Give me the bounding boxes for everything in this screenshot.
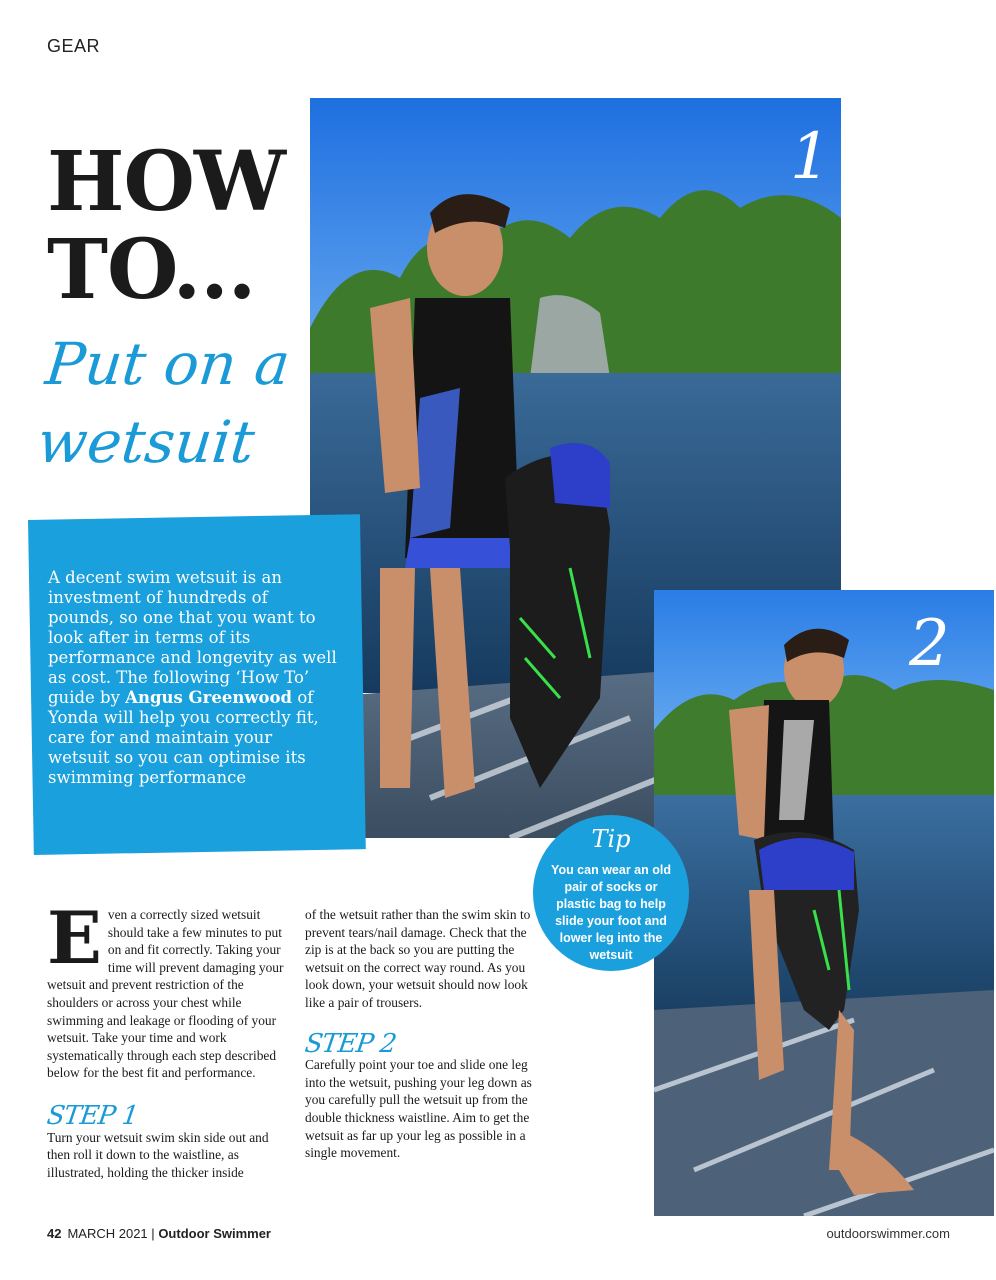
subheadline-line-2: wetsuit (34, 408, 258, 476)
step-2-heading: STEP 2 (303, 1028, 398, 1059)
footer-folio (47, 1226, 271, 1241)
step-1-text-continued: of the wetsuit rather than the swim skin to prevent tears/nail damage. Check that the zip is at the back so you are putting the wetsuit on the correct way round. As you look down, your wetsuit should now look like a pair of trousers. (305, 907, 531, 1010)
body-column-1 (45, 895, 285, 1181)
photo-1-number: 1 (790, 120, 831, 194)
step-1-heading: STEP 1 (45, 1100, 140, 1131)
footer-separator: | (151, 1226, 155, 1241)
body-column-2 (305, 906, 540, 1162)
photo-2-number: 2 (909, 607, 950, 681)
step-2-text: Carefully point your toe and slide one leg into the wetsuit, pushing your leg down as you carefully pull the wetsuit up from the double thickness waistline. Aim to get the wetsuit as far up your leg as possible in a single movement. (305, 1057, 532, 1161)
issue-date: MARCH 2021 (67, 1226, 148, 1241)
page-number: 42 (47, 1226, 62, 1241)
section-label: GEAR (47, 36, 101, 56)
intro-text-start: A decent swim wetsuit is an investment of hundreds of pounds, so one that you want to look after in terms of its performance and longevity as well as cost. The following ‘How To’ guide by (48, 568, 337, 707)
step-1-text: Turn your wetsuit swim skin side out and then roll it down to the waistline, as illustrated, holding the thicker inside (47, 1129, 269, 1180)
drop-cap: E (47, 895, 102, 980)
photo-step-2 (654, 590, 994, 1216)
intro-paragraph (48, 568, 338, 788)
headline-line-1: HOW (47, 134, 285, 230)
publication-name: Outdoor Swimmer (158, 1226, 271, 1241)
website-url: outdoorswimmer.com (826, 1226, 950, 1241)
photo-2-illustration (654, 590, 994, 1216)
subheadline (34, 325, 320, 481)
tip-title: Tip (591, 825, 631, 853)
intro-text-end: of Yonda will help you correctly fit, care for and maintain your wetsuit so you can optimise its swimming performance (48, 688, 319, 787)
tip-text: You can wear an old pair of socks or plastic bag to help slide your foot and lower leg into the wetsuit (551, 863, 671, 962)
author-name: Angus Greenwood (125, 688, 293, 707)
intro-body-paragraph (47, 895, 285, 1082)
subheadline-line-1: Put on a (42, 330, 294, 398)
body-intro-text: ven a correctly sized wetsuit should take a few minutes to put on and fit correctly. Taking your time will prevent damaging your wetsuit and prevent restriction of the shoulders or across your chest while swimming and leakage or flooding of your wetsuit. Take your time and work systematically through each step described below for the best fit and performance. (47, 907, 284, 1081)
headline (47, 134, 317, 318)
headline-line-2: TO... (47, 222, 256, 318)
